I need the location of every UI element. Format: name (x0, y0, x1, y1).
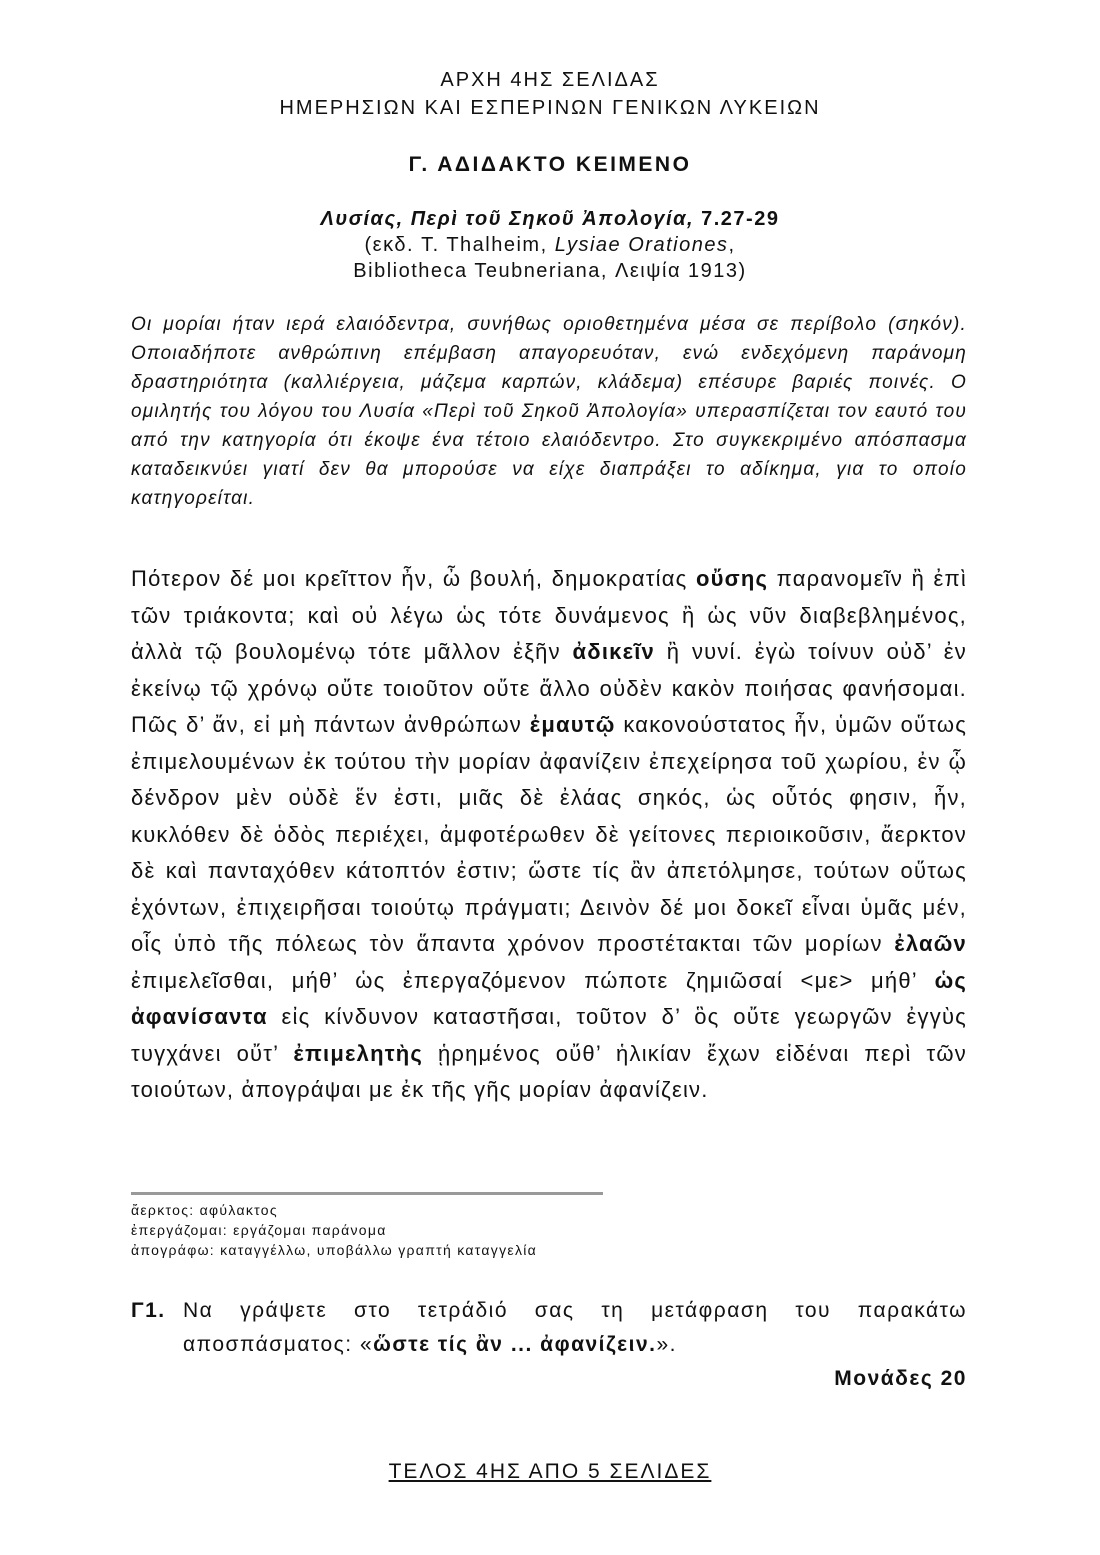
page-header (0, 66, 1100, 122)
footnote: ἄερκτος: αφύλακτος (131, 1202, 278, 1218)
edition-title: Lysiae Orationes (554, 234, 729, 256)
question-text (183, 1294, 967, 1362)
glossed-word: ἐμαυτῷ (529, 712, 616, 737)
source-line-3: Bibliotheca Teubneriana, Λειψία 1913) (353, 260, 747, 282)
edition-suffix: , (728, 234, 736, 256)
footnotes (131, 1200, 537, 1260)
text-segment: κακονούστατος ἦν, ὑμῶν οὕτως ἐπιμελουμένων ἐκ τούτου τὴν μορίαν ἀφανίζειν ἐπεχείρησα τοῦ χωρίου, ἐν ᾧ δένδρον μὲν οὐδὲ ἕν ἐστι, μιᾶς δὲ ἐλάας σηκός, ὡς οὗτός φησιν, ἦν, κυκλόθεν δὲ ὁδὸς περιέχει, ἀμφοτέρωθεν δὲ γείτονες περιοικοῦσιν, ἄερκτον δὲ καὶ πανταχόθεν κάτοπτόν ἐστιν; ὥστε τίς ἂν ἀπετόλμησε, τούτων οὕτως ἐχόντων, ἐπιχειρῆσαι τοιούτῳ πράγματι; Δεινὸν δέ μοι δοκεῖ εἶναι ὑμᾶς μέν, οἷς ὑπὸ τῆς πόλεως τὸν ἅπαντα χρόνον προστέτακται τῶν μορίων (131, 712, 968, 956)
text-segment: ἐπιμελεῖσθαι, μήθ’ ὡς ἐπεργαζόμενον πώποτε ζημιῶσαί <με> μήθ’ (131, 967, 935, 993)
text-segment: ἢ νυνί. ἐγὼ τοίνυν οὐδ’ ἐν ἐκείνῳ τῷ χρόνῳ οὔτε τοιοῦτον οὔτε ἄλλο οὐδὲν κακὸν ποιήσας φανήσομαι. Πῶς δ’ ἄν, εἰ μὴ πάντων ἀνθρώπων (131, 639, 968, 737)
header-line-1: ΑΡΧΗ 4ΗΣ ΣΕΛΙΔΑΣ (440, 69, 660, 91)
text-segment: ᾑρημένος οὔθ’ ἡλικίαν ἔχων εἰδέναι περὶ τῶν τοιούτων, ἀπογράψαι με ἐκ τῆς γῆς μορίαν ἀφανίζειν. (131, 1040, 967, 1102)
text-segment: Πότερον δέ μοι κρεῖττον ἦν, ὦ βουλή, δημοκρατίας (131, 566, 696, 591)
edition-prefix: (εκδ. T. Thalheim, (364, 234, 548, 256)
header-line-2: ΗΜΕΡΗΣΙΩΝ ΚΑΙ ΕΣΠΕΡΙΝΩΝ ΓΕΝΙΚΩΝ ΛΥΚΕΙΩΝ (279, 97, 821, 119)
source-line-2 (0, 232, 1100, 258)
section-title: Γ. ΑΔΙΔΑΚΤΟ ΚΕΙΜΕΝΟ (408, 153, 692, 176)
text-segment: παρανομεῖν ἢ ἐπὶ τῶν τριάκοντα; καὶ οὐ λέγω ὡς τότε δυνάμενος ἢ ὡς νῦν διαβεβλημένος, ἀλλὰ τῷ βουλομένῳ τότε μᾶλλον ἐξῆν (131, 566, 967, 664)
glossed-word: ἐλαῶν (894, 931, 967, 956)
source-work: Περὶ τοῦ Σηκοῦ Ἀπολογία, (410, 208, 695, 230)
glossed-word: οὔσης (695, 566, 769, 591)
footnote-divider (131, 1192, 603, 1195)
ancient-text (131, 561, 967, 1109)
footnote: ἀπογράφω: καταγγέλλω, υποβάλλω γραπτή καταγγελία (131, 1242, 538, 1258)
question-quote: ὥστε τίς ἂν ... ἀφανίζειν. (373, 1333, 657, 1356)
glossed-word: ἀδικεῖν (572, 639, 655, 664)
text-segment: εἰς κίνδυνον καταστῆσαι, τοῦτον δ’ ὃς οὔτε γεωργῶν ἐγγὺς τυγχάνει οὔτ’ (131, 1004, 967, 1066)
question-label: Γ1. (131, 1299, 166, 1322)
question-text-before: Να γράψετε στο τετράδιό σας τη μετάφραση του παρακάτω αποσπάσματος: « (183, 1299, 967, 1356)
footnote: ἐπεργάζομαι: εργάζομαι παράνομα (131, 1222, 387, 1238)
page-footer (0, 1460, 1100, 1484)
question-text-after: ». (656, 1333, 678, 1356)
source-citation (0, 206, 1100, 284)
footer-text: ΤΕΛΟΣ 4ΗΣ ΑΠΟ 5 ΣΕΛΙΔΕΣ (388, 1460, 712, 1483)
question-row (131, 1294, 967, 1362)
source-author: Λυσίας, (320, 208, 404, 230)
source-ref: 7.27-29 (701, 208, 780, 230)
source-line-1 (0, 206, 1100, 232)
question-marks: Μονάδες 20 (834, 1367, 967, 1390)
intro-paragraph: Οι μορίαι ήταν ιερά ελαιόδεντρα, συνήθως οριοθετημένα μέσα σε περίβολο (σηκόν). Οποιαδήποτε ανθρώπινη επέμβαση απαγορευόταν, ενώ ενδεχόμενη παράνομη δραστηριότητα (καλλιέργεια, μάζεμα καρπών, κλάδεμα) επέσυρε βαριές ποινές. Ο ομιλητής του λόγου του Λυσία «Περὶ τοῦ Σηκοῦ Ἀπολογία» υπερασπίζεται τον εαυτό του από την κατηγορία ότι έκοψε ένα τέτοιο ελαιόδεντρο. Στο συγκεκριμένο απόσπασμα καταδεικνύει γιατί δεν θα μπορούσε να είχε διαπράξει το αδίκημα, για το οποίο κατηγορείται. (131, 314, 967, 509)
glossed-word: ἐπιμελητὴς (293, 1040, 424, 1066)
glossed-word: ὡς ἀφανίσαντα (131, 967, 967, 1029)
question-g1 (131, 1294, 967, 1396)
